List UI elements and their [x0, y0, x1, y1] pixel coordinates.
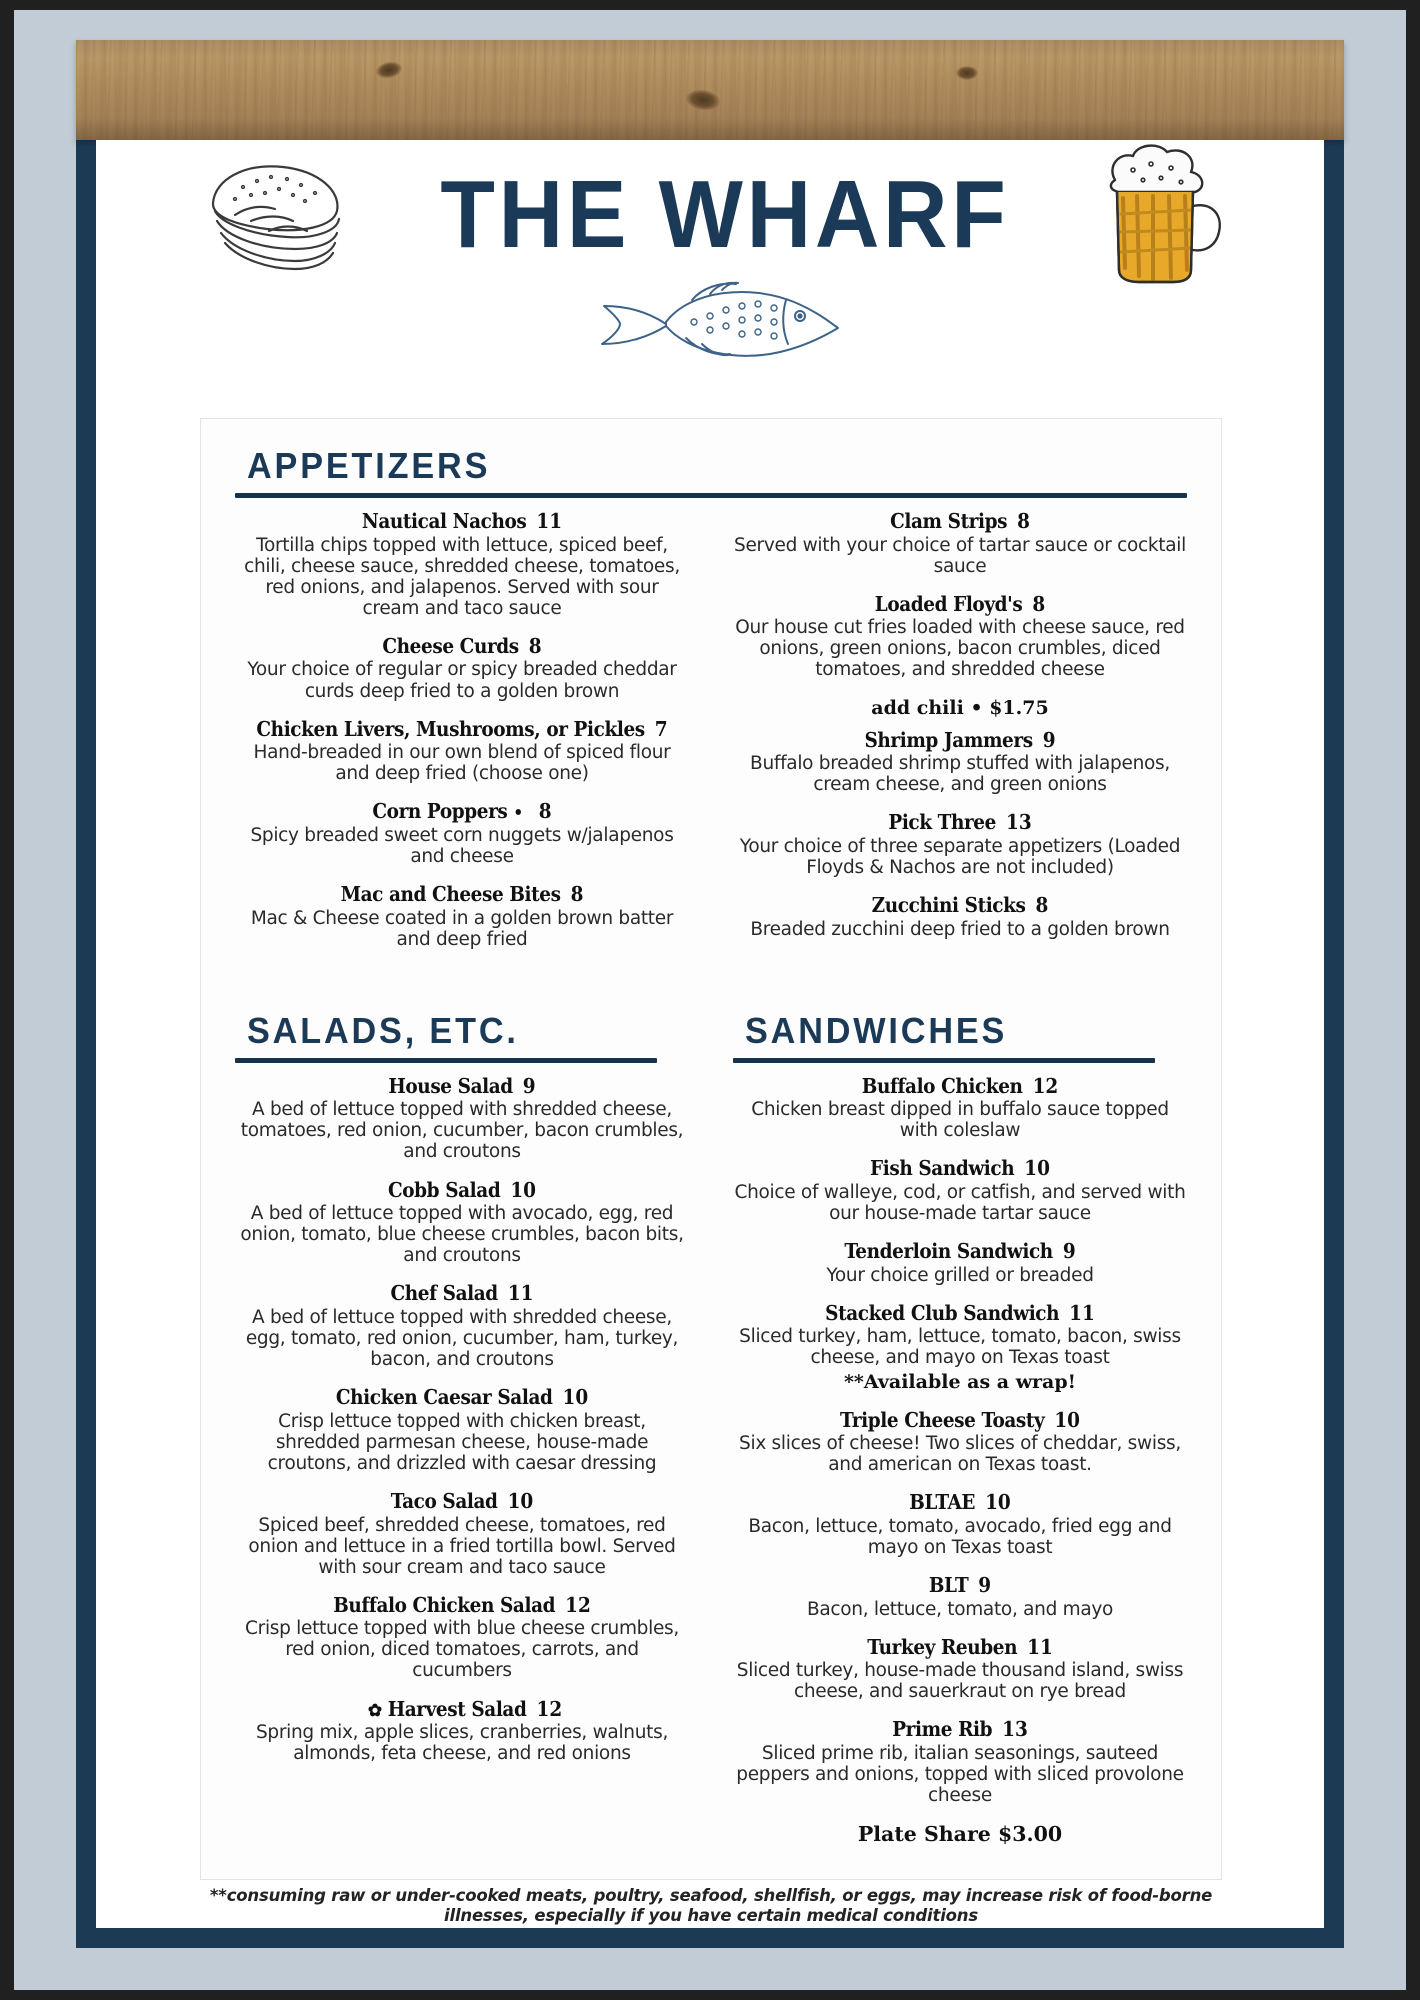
menu-item-name: Buffalo Chicken Salad 12 — [333, 1592, 591, 1617]
menu-item-price: 13 — [1005, 810, 1032, 835]
menu-item-description: Buffalo breaded shrimp stuffed with jalapenos, cream cheese, and green onions — [750, 753, 1170, 796]
menu-item-description: Choice of walleye, cod, or catfish, and served with our house-made tartar sauce — [734, 1182, 1186, 1225]
menu-item-description: Breaded zucchini deep fried to a golden brown — [750, 918, 1170, 940]
salads-column — [235, 1075, 689, 1846]
section-divider — [733, 1058, 1155, 1063]
menu-item-description: Sliced turkey, house-made thousand island, swiss cheese, and sauerkraut on rye bread — [736, 1660, 1184, 1703]
menu-item-name: Turkey Reuben 11 — [867, 1634, 1053, 1659]
menu-item[interactable] — [733, 510, 1187, 577]
menu-item-description: Sliced turkey, ham, lettuce, tomato, bacon, swiss cheese, and mayo on Texas toast — [739, 1326, 1181, 1369]
menu-item-description: A bed of lettuce topped with shredded cheese, egg, tomato, red onion, cucumber, ham, turkey, bacon, and croutons — [245, 1306, 679, 1371]
menu-item-price: 9 — [1062, 1239, 1076, 1264]
section-title-sandwiches: SANDWICHES — [745, 1009, 1008, 1051]
menu-item-description: Crisp lettuce topped with blue cheese crumbles, red onion, diced tomatoes, carrots, and cucumbers — [245, 1618, 679, 1682]
menu-item-price: 13 — [1002, 1717, 1028, 1742]
menu-item-note: **Available as a wrap! — [844, 1370, 1076, 1393]
menu-item-name: Shrimp Jammers 9 — [864, 727, 1056, 752]
menu-item-description: Mac & Cheese coated in a golden brown batter and deep fried — [250, 907, 674, 950]
menu-item-price: 10 — [1054, 1407, 1080, 1432]
menu-item-price: 7 — [654, 716, 668, 741]
menu-item[interactable] — [733, 1302, 1187, 1393]
menu-item[interactable] — [235, 883, 689, 950]
menu-item-name: Nautical Nachos 11 — [361, 509, 563, 533]
menu-item-description: Our house cut fries loaded with cheese sauce, red onions, green onions, bacon crumbles, diced tomatoes, and shredded cheese — [735, 617, 1185, 681]
allergen-disclaimer: **consuming raw or under-cooked meats, poultry, seafood, shellfish, or eggs, may increase risk of food-borne illnesses, especially if you have certain medical conditions — [209, 1886, 1213, 1926]
menu-item[interactable] — [733, 1409, 1187, 1476]
menu-item[interactable] — [235, 1490, 689, 1578]
menu-item-description: Bacon, lettuce, tomato, avocado, fried egg and mayo on Texas toast — [748, 1515, 1172, 1558]
section-title-appetizers: APPETIZERS — [247, 445, 491, 486]
menu-item[interactable] — [733, 1574, 1187, 1620]
menu-item-price: 8 — [528, 633, 542, 658]
menu-item[interactable] — [733, 811, 1187, 878]
menu-item-description: Spicy breaded sweet corn nuggets w/jalapenos and cheese — [250, 824, 674, 867]
menu-item[interactable] — [235, 1594, 689, 1682]
beer-mug-icon — [1089, 140, 1229, 290]
menu-item-price: 8 — [570, 882, 584, 907]
section-title-salads: SALADS, ETC. — [247, 1009, 519, 1051]
appetizers-columns — [235, 510, 1187, 966]
section-spacer — [235, 966, 1187, 1010]
wood-plank-banner — [76, 40, 1344, 140]
page-title: THE WHARF — [440, 161, 1010, 268]
fish-wrap — [96, 272, 1324, 367]
menu-item-price: 12 — [536, 1696, 563, 1721]
menu-item-description: Chicken breast dipped in buffalo sauce topped with coleslaw — [751, 1099, 1169, 1142]
sandwiches-column — [733, 1075, 1187, 1846]
spicy-pepper-icon: • — [513, 803, 523, 824]
menu-item[interactable] — [235, 1282, 689, 1370]
salads-sandwiches-columns — [235, 1075, 1187, 1846]
menu-item-name: Zucchini Sticks 8 — [871, 892, 1049, 917]
menu-item-description: Your choice grilled or breaded — [826, 1264, 1094, 1286]
plate-share-note: Plate Share $3.00 — [857, 1822, 1063, 1847]
menu-item-price: 9 — [1042, 727, 1056, 752]
menu-item-name: Fish Sandwich 10 — [870, 1156, 1050, 1181]
section-salads-sandwiches — [235, 1010, 1187, 1846]
menu-item-price: 10 — [985, 1490, 1011, 1515]
menu-item[interactable] — [733, 1075, 1187, 1142]
menu-item-price: 11 — [1069, 1300, 1095, 1325]
menu-item-description: Spiced beef, shredded cheese, tomatoes, red onion and lettuce in a fried tortilla bowl. Served with sour cream and taco sauce — [248, 1514, 676, 1578]
menu-item[interactable] — [235, 1386, 689, 1474]
menu-item-price: 11 — [536, 509, 563, 533]
menu-item-description: Bacon, lettuce, tomato, and mayo — [806, 1598, 1114, 1620]
section-divider — [235, 1058, 657, 1063]
menu-item-name: BLTAE 10 — [909, 1490, 1011, 1515]
wood-grain-texture — [76, 40, 1344, 140]
menu-item-price: 8 — [1035, 892, 1049, 917]
menu-item-price: 8 — [538, 799, 552, 824]
menu-item-description: A bed of lettuce topped with shredded cheese, tomatoes, red onion, cucumber, bacon crumbles, and croutons — [240, 1099, 684, 1163]
section-divider — [235, 493, 1187, 498]
menu-header — [96, 140, 1324, 400]
menu-item-price: 8 — [1032, 591, 1046, 616]
sandwiches-title-wrap — [733, 1010, 1187, 1075]
menu-item-price: 12 — [1032, 1073, 1059, 1098]
menu-item-name: Chicken Livers, Mushrooms, or Pickles 7 — [256, 716, 668, 741]
menu-item-price: 10 — [1024, 1156, 1050, 1181]
menu-item[interactable] — [733, 1240, 1187, 1286]
menu-item-description: Hand-breaded in our own blend of spiced flour and deep fried (choose one) — [253, 742, 671, 785]
menu-item-description: Tortilla chips topped with lettuce, spiced beef, chili, cheese sauce, shredded cheese, tomatoes, red onions, and jalapenos. Served with sour cream and taco sauce — [244, 534, 680, 619]
salads-title-wrap — [235, 1010, 689, 1075]
burger-sketch-icon — [191, 155, 361, 275]
menu-item-name: Prime Rib 13 — [892, 1717, 1028, 1742]
menu-item[interactable] — [235, 718, 689, 785]
menu-item-price: 8 — [1017, 509, 1030, 533]
menu-item[interactable] — [733, 1491, 1187, 1558]
menu-item-name: BLT 9 — [928, 1572, 992, 1597]
menu-item-addon: add chili • $1.75 — [871, 696, 1049, 719]
menu-item-name: Triple Cheese Toasty 10 — [839, 1407, 1080, 1432]
menu-item-price: 9 — [978, 1572, 992, 1597]
menu-item-name: Cheese Curds 8 — [382, 633, 542, 658]
menu-item-description: Your choice of regular or spicy breaded cheddar curds deep fried to a golden brown — [247, 659, 677, 702]
wood-knot-icon — [956, 66, 978, 80]
menu-item-description: Served with your choice of tartar sauce or cocktail sauce — [734, 534, 1186, 577]
menu-item-description: Spring mix, apple slices, cranberries, walnuts, almonds, feta cheese, and red onions — [255, 1722, 669, 1765]
menu-item-price: 11 — [507, 1281, 534, 1306]
menu-item[interactable] — [235, 1698, 689, 1765]
menu-item-name: Buffalo Chicken 12 — [861, 1073, 1059, 1098]
menu-item[interactable] — [235, 635, 689, 702]
appetizers-right-column — [733, 510, 1187, 966]
menu-item-name: ✿ Harvest Salad 12 — [367, 1696, 563, 1721]
menu-item-name: Cobb Salad 10 — [388, 1177, 536, 1202]
appetizers-left-column — [235, 510, 689, 966]
menu-card — [200, 418, 1222, 1880]
menu-item-name: Chef Salad 11 — [390, 1281, 534, 1306]
salads-sandwiches-titles — [235, 1010, 1187, 1075]
menu-item[interactable] — [733, 1718, 1187, 1806]
menu-item[interactable] — [235, 510, 689, 619]
menu-item[interactable] — [733, 593, 1187, 681]
menu-item-description: A bed of lettuce topped with avocado, egg, red onion, tomato, blue cheese crumbles, bacon bits, and croutons — [240, 1203, 684, 1267]
vegetarian-leaf-icon: ✿ — [367, 1700, 382, 1721]
menu-item[interactable] — [733, 894, 1187, 940]
menu-item-description: Sliced prime rib, italian seasonings, sauteed peppers and onions, topped with sliced provolone cheese — [736, 1742, 1184, 1807]
menu-item-name: Stacked Club Sandwich 11 — [825, 1300, 1095, 1325]
menu-item[interactable] — [235, 1179, 689, 1267]
menu-item-name: Taco Salad 10 — [390, 1488, 534, 1513]
fish-sketch-icon — [570, 272, 850, 367]
menu-item-description: Six slices of cheese! Two slices of cheddar, swiss, and american on Texas toast. — [739, 1433, 1181, 1476]
menu-item[interactable] — [733, 729, 1187, 796]
menu-item-name: Clam Strips 8 — [890, 509, 1030, 533]
menu-item[interactable] — [235, 800, 689, 867]
section-appetizers — [235, 445, 1187, 966]
menu-item-price: 10 — [507, 1488, 534, 1513]
menu-item-description: Crisp lettuce topped with chicken breast, shredded parmesan cheese, house-made croutons, and drizzled with caesar dressing — [267, 1410, 657, 1474]
menu-item-price: 12 — [565, 1592, 591, 1617]
menu-item-name: Loaded Floyd's 8 — [874, 591, 1046, 616]
menu-item-name: Chicken Caesar Salad 10 — [335, 1385, 589, 1410]
menu-item-description: Your choice of three separate appetizers (Loaded Floyds & Nachos are not included) — [739, 835, 1181, 878]
menu-item-name: Pick Three 13 — [888, 810, 1032, 835]
menu-item-name: House Salad 9 — [388, 1073, 536, 1098]
menu-item-name: Tenderloin Sandwich 9 — [844, 1239, 1076, 1264]
menu-item-price: 9 — [522, 1073, 536, 1098]
menu-item[interactable] — [733, 1157, 1187, 1224]
menu-item-name: Corn Poppers • 8 — [372, 799, 552, 824]
menu-item-price: 11 — [1027, 1634, 1053, 1659]
menu-item-price: 10 — [510, 1177, 536, 1202]
brand-row — [96, 140, 1324, 290]
menu-item-price: 10 — [562, 1385, 589, 1410]
menu-item[interactable] — [235, 1075, 689, 1163]
menu-item[interactable] — [733, 1636, 1187, 1703]
menu-item-name: Mac and Cheese Bites 8 — [340, 882, 584, 907]
